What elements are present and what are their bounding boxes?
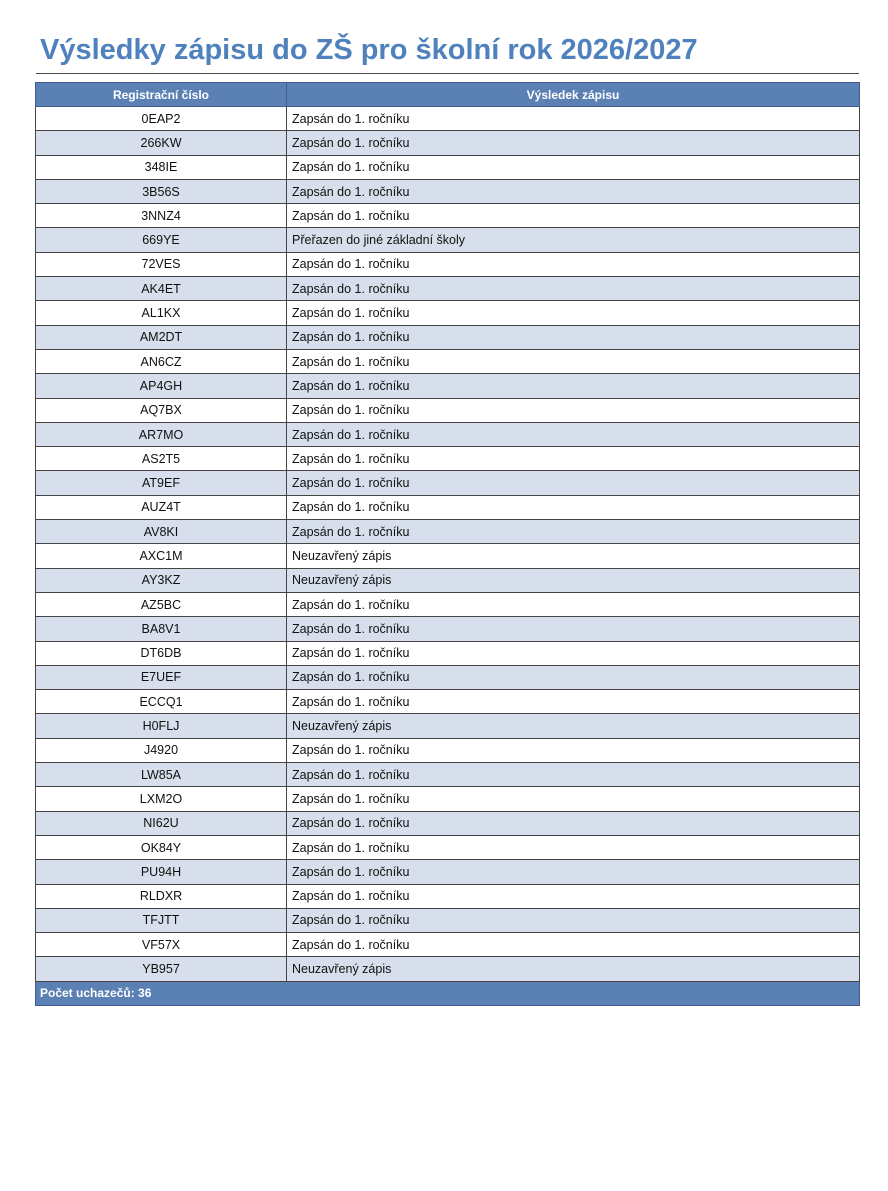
table-row xyxy=(36,763,860,787)
registration-number-cell: 266KW xyxy=(36,131,287,155)
table-row xyxy=(36,690,860,714)
table-row xyxy=(36,933,860,957)
registration-number-cell: AS2T5 xyxy=(36,447,287,471)
document-title: Výsledky zápisu do ZŠ pro školní rok 2026/2027 xyxy=(40,34,698,66)
enrollment-result-cell: Zapsán do 1. ročníku xyxy=(287,811,860,835)
enrollment-result-cell: Zapsán do 1. ročníku xyxy=(287,738,860,762)
registration-number-cell: 3NNZ4 xyxy=(36,204,287,228)
registration-number-cell: AM2DT xyxy=(36,325,287,349)
enrollment-result-cell: Zapsán do 1. ročníku xyxy=(287,301,860,325)
enrollment-result-cell: Zapsán do 1. ročníku xyxy=(287,422,860,446)
table-row xyxy=(36,107,860,131)
registration-number-cell: OK84Y xyxy=(36,835,287,859)
table-row xyxy=(36,544,860,568)
enrollment-result-cell: Zapsán do 1. ročníku xyxy=(287,252,860,276)
enrollment-result-cell: Zapsán do 1. ročníku xyxy=(287,860,860,884)
column-header-enrollment-result: Výsledek zápisu xyxy=(287,83,860,107)
table-row xyxy=(36,568,860,592)
registration-number-cell: AUZ4T xyxy=(36,495,287,519)
enrollment-result-cell: Přeřazen do jiné základní školy xyxy=(287,228,860,252)
applicant-count: Počet uchazečů: 36 xyxy=(36,981,860,1005)
registration-number-cell: 348IE xyxy=(36,155,287,179)
registration-number-cell: 72VES xyxy=(36,252,287,276)
registration-number-cell: AN6CZ xyxy=(36,349,287,373)
enrollment-result-cell: Neuzavřený zápis xyxy=(287,568,860,592)
registration-number-cell: NI62U xyxy=(36,811,287,835)
enrollment-result-cell: Zapsán do 1. ročníku xyxy=(287,933,860,957)
registration-number-cell: DT6DB xyxy=(36,641,287,665)
table-row xyxy=(36,835,860,859)
enrollment-result-cell: Zapsán do 1. ročníku xyxy=(287,787,860,811)
enrollment-result-cell: Zapsán do 1. ročníku xyxy=(287,641,860,665)
enrollment-result-cell: Zapsán do 1. ročníku xyxy=(287,374,860,398)
registration-number-cell: LW85A xyxy=(36,763,287,787)
table-row xyxy=(36,738,860,762)
enrollment-result-cell: Zapsán do 1. ročníku xyxy=(287,520,860,544)
enrollment-result-cell: Zapsán do 1. ročníku xyxy=(287,835,860,859)
registration-number-cell: 3B56S xyxy=(36,179,287,203)
table-row xyxy=(36,884,860,908)
table-row xyxy=(36,787,860,811)
table-row xyxy=(36,422,860,446)
registration-number-cell: BA8V1 xyxy=(36,617,287,641)
table-row xyxy=(36,374,860,398)
enrollment-result-cell: Zapsán do 1. ročníku xyxy=(287,884,860,908)
table-row xyxy=(36,277,860,301)
table-row xyxy=(36,301,860,325)
enrollment-result-cell: Zapsán do 1. ročníku xyxy=(287,179,860,203)
table-row xyxy=(36,228,860,252)
table-row xyxy=(36,665,860,689)
enrollment-result-cell: Zapsán do 1. ročníku xyxy=(287,617,860,641)
enrollment-result-cell: Zapsán do 1. ročníku xyxy=(287,155,860,179)
table-row xyxy=(36,204,860,228)
table-row xyxy=(36,641,860,665)
registration-number-cell: AK4ET xyxy=(36,277,287,301)
table-row xyxy=(36,179,860,203)
registration-number-cell: AQ7BX xyxy=(36,398,287,422)
table-row xyxy=(36,495,860,519)
enrollment-result-cell: Zapsán do 1. ročníku xyxy=(287,908,860,932)
enrollment-result-cell: Zapsán do 1. ročníku xyxy=(287,763,860,787)
table-row xyxy=(36,520,860,544)
table-body xyxy=(36,107,860,982)
enrollment-result-cell: Zapsán do 1. ročníku xyxy=(287,471,860,495)
registration-number-cell: AZ5BC xyxy=(36,592,287,616)
enrollment-result-cell: Zapsán do 1. ročníku xyxy=(287,349,860,373)
enrollment-result-cell: Zapsán do 1. ročníku xyxy=(287,690,860,714)
table-row xyxy=(36,131,860,155)
table-row xyxy=(36,860,860,884)
table-row xyxy=(36,908,860,932)
table-row xyxy=(36,811,860,835)
enrollment-result-cell: Neuzavřený zápis xyxy=(287,714,860,738)
registration-number-cell: AL1KX xyxy=(36,301,287,325)
results-table xyxy=(35,82,860,1006)
enrollment-result-cell: Zapsán do 1. ročníku xyxy=(287,398,860,422)
table-row xyxy=(36,252,860,276)
enrollment-result-cell: Zapsán do 1. ročníku xyxy=(287,495,860,519)
registration-number-cell: AR7MO xyxy=(36,422,287,446)
title-divider xyxy=(36,73,859,74)
table-row xyxy=(36,714,860,738)
column-header-registration-number: Registrační číslo xyxy=(36,83,287,107)
enrollment-result-cell: Zapsán do 1. ročníku xyxy=(287,107,860,131)
registration-number-cell: VF57X xyxy=(36,933,287,957)
registration-number-cell: RLDXR xyxy=(36,884,287,908)
registration-number-cell: YB957 xyxy=(36,957,287,981)
table-row xyxy=(36,447,860,471)
enrollment-result-cell: Neuzavřený zápis xyxy=(287,544,860,568)
registration-number-cell: TFJTT xyxy=(36,908,287,932)
registration-number-cell: 669YE xyxy=(36,228,287,252)
registration-number-cell: AV8KI xyxy=(36,520,287,544)
registration-number-cell: ECCQ1 xyxy=(36,690,287,714)
table-row xyxy=(36,398,860,422)
registration-number-cell: AT9EF xyxy=(36,471,287,495)
enrollment-result-cell: Zapsán do 1. ročníku xyxy=(287,592,860,616)
registration-number-cell: LXM2O xyxy=(36,787,287,811)
enrollment-result-cell: Zapsán do 1. ročníku xyxy=(287,131,860,155)
enrollment-result-cell: Neuzavřený zápis xyxy=(287,957,860,981)
enrollment-result-cell: Zapsán do 1. ročníku xyxy=(287,204,860,228)
registration-number-cell: AXC1M xyxy=(36,544,287,568)
registration-number-cell: AY3KZ xyxy=(36,568,287,592)
registration-number-cell: E7UEF xyxy=(36,665,287,689)
registration-number-cell: PU94H xyxy=(36,860,287,884)
table-row xyxy=(36,957,860,981)
enrollment-result-cell: Zapsán do 1. ročníku xyxy=(287,447,860,471)
table-row xyxy=(36,471,860,495)
enrollment-result-cell: Zapsán do 1. ročníku xyxy=(287,665,860,689)
table-row xyxy=(36,349,860,373)
table-footer-row xyxy=(36,981,860,1005)
registration-number-cell: H0FLJ xyxy=(36,714,287,738)
table-row xyxy=(36,155,860,179)
enrollment-result-cell: Zapsán do 1. ročníku xyxy=(287,277,860,301)
enrollment-result-cell: Zapsán do 1. ročníku xyxy=(287,325,860,349)
table-row xyxy=(36,592,860,616)
table-row xyxy=(36,325,860,349)
registration-number-cell: AP4GH xyxy=(36,374,287,398)
table-row xyxy=(36,617,860,641)
registration-number-cell: J4920 xyxy=(36,738,287,762)
registration-number-cell: 0EAP2 xyxy=(36,107,287,131)
table-header-row xyxy=(36,83,860,107)
